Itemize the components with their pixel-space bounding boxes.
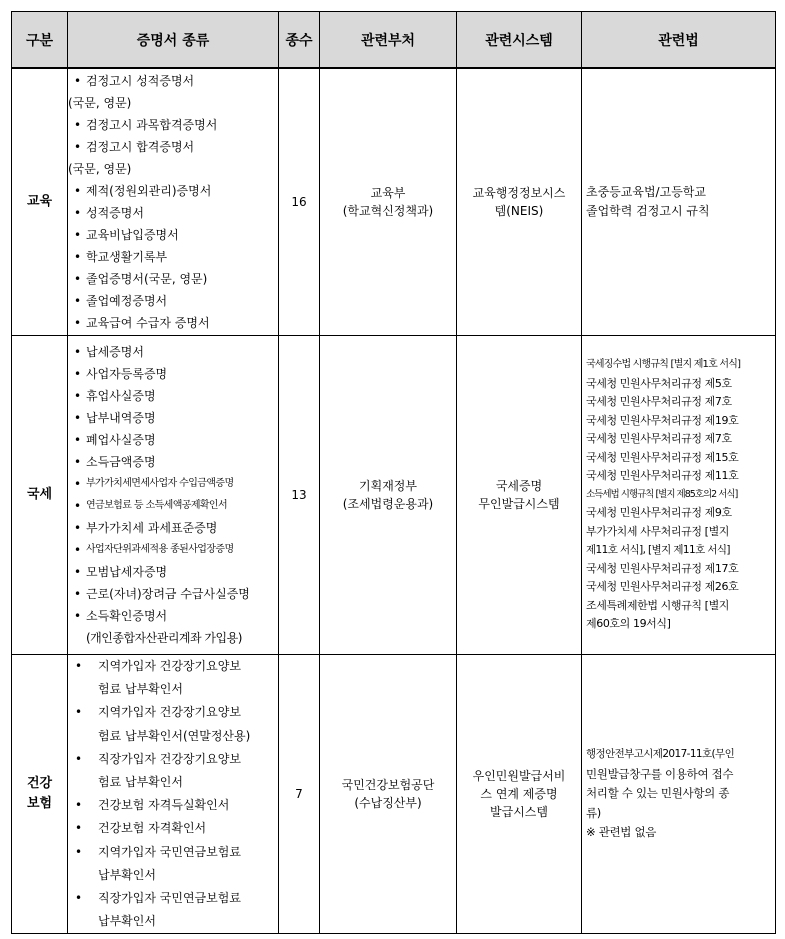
- bullet-icon: •: [74, 411, 82, 425]
- certificate-name: 직장가입자 건강장기요양보: [98, 751, 241, 766]
- bullet-icon: •: [74, 543, 81, 557]
- bullet-icon: •: [75, 798, 83, 813]
- certificate-name: 납부확인서: [98, 867, 156, 882]
- list-item: [68, 246, 278, 268]
- ministry-department: (수납징산부): [354, 796, 422, 811]
- category-line: 보험: [26, 796, 53, 812]
- ministry-department: (학교혁신정책과): [342, 204, 434, 218]
- certificate-name: 부가가치세 과세표준증명: [86, 521, 218, 535]
- category-cell: 교육: [12, 68, 68, 336]
- list-item: [68, 429, 278, 451]
- certificate-name: 험료 납부확인서(연말정산용): [98, 728, 251, 743]
- table-row-national-tax: [12, 336, 776, 655]
- law-line: 초중등교육법/고등학교: [586, 184, 706, 199]
- certificate-name: 교육비납입증명서: [86, 228, 179, 242]
- system-cell: [457, 655, 582, 934]
- law-line: 국세청 민원사무처리규정 제17호: [586, 561, 739, 575]
- bullet-icon: •: [74, 140, 82, 154]
- certificate-note: (개인종합자산관리계좌 가입용): [86, 631, 242, 645]
- certificate-table: [11, 11, 776, 934]
- list-item: [68, 817, 278, 840]
- list-item-continuation: [68, 725, 278, 748]
- bullet-icon: •: [74, 367, 82, 381]
- bullet-icon: •: [74, 433, 82, 447]
- certificate-list-cell: [68, 336, 279, 655]
- list-item: [68, 268, 278, 290]
- certificate-name: 졸업예정증명서: [86, 294, 168, 308]
- certificate-name: 지역가입자 국민연금보험료: [98, 844, 241, 859]
- list-item: [68, 655, 278, 678]
- header-row: [12, 12, 776, 69]
- list-item: [68, 561, 278, 583]
- ministry-cell: [320, 655, 457, 934]
- certificate-name: 근로(자녀)장려금 수급사실증명: [86, 587, 250, 601]
- list-item: [68, 794, 278, 817]
- law-line: 행정안전부고시제2017-11호(무인: [586, 748, 735, 761]
- law-line: 국세청 민원사무처리규정 제19호: [586, 413, 739, 427]
- system-line: 우인민원발급서비: [472, 769, 566, 784]
- law-line: 소득세법 시행규칙 [별지 제85호의2 서식]: [586, 488, 738, 500]
- law-line: 국세청 민원사무처리규정 제7호: [586, 432, 732, 446]
- certificate-note: (국문, 영문): [68, 162, 132, 176]
- list-item: [68, 407, 278, 429]
- certificate-name: 검정고시 성적증명서: [86, 74, 195, 88]
- certificate-name: 검정고시 과목합격증명서: [86, 118, 218, 132]
- certificate-name: 건강보험 자격확인서: [98, 821, 207, 836]
- bullet-icon: •: [74, 316, 82, 330]
- certificate-name: 연금보험료 등 소득세액공제확인서: [86, 500, 228, 511]
- category-line: 건강: [26, 776, 53, 792]
- bullet-icon: •: [74, 206, 82, 220]
- bullet-icon: •: [74, 477, 81, 491]
- system-line: 발급시스템: [490, 805, 548, 820]
- certificate-name: 납부확인서: [98, 914, 156, 929]
- list-item: [68, 202, 278, 224]
- law-line: 제11호 서식], [별지 제11호 서식]: [586, 544, 730, 557]
- ministry-name: 기획재정부: [359, 479, 417, 493]
- count-cell: 16: [279, 68, 320, 336]
- bullet-icon: •: [75, 659, 83, 673]
- list-item: [68, 887, 278, 910]
- list-item: [68, 451, 278, 473]
- certificate-list-cell: [68, 68, 279, 336]
- list-item: [68, 114, 278, 136]
- category-cell: [12, 655, 68, 934]
- ministry-department: (조세법령운용과): [342, 497, 434, 511]
- law-cell: [582, 68, 776, 336]
- bullet-icon: •: [75, 844, 83, 859]
- list-item: [68, 290, 278, 312]
- law-line: 조세특례제한법 시행규칙 [별지: [586, 598, 730, 612]
- certificate-list-cell: [68, 655, 279, 934]
- ministry-cell: [320, 68, 457, 336]
- header-category: 구분: [12, 12, 68, 69]
- law-line: 제60호의 19서식]: [586, 617, 671, 631]
- certificate-list: [68, 341, 278, 649]
- bullet-icon: •: [74, 250, 82, 264]
- certificate-name: 휴업사실증명: [86, 389, 156, 403]
- bullet-icon: •: [75, 751, 83, 766]
- list-item: [68, 539, 278, 561]
- list-item: [68, 495, 278, 517]
- list-item-continuation: [68, 771, 278, 794]
- list-item: [68, 136, 278, 158]
- header-certificate-type: 증명서 종류: [68, 12, 279, 69]
- certificate-name: 납세증명서: [86, 345, 144, 359]
- system-line: 국세증명: [495, 479, 543, 493]
- certificate-name: 부가가치세면세사업자 수입금액증명: [86, 478, 234, 489]
- bullet-icon: •: [74, 587, 82, 601]
- list-item: [68, 312, 278, 334]
- count-cell: 13: [279, 336, 320, 655]
- certificate-name: 직장가입자 국민연금보험료: [98, 891, 241, 906]
- list-item-continuation: [68, 627, 278, 649]
- list-item: [68, 748, 278, 771]
- law-line: 민원발급창구를 이용하여 접수: [586, 766, 734, 781]
- certificate-name: 교육급여 수급자 증명서: [86, 316, 210, 330]
- law-cell: [582, 655, 776, 934]
- list-item-continuation: [68, 910, 278, 933]
- certificate-list: [68, 655, 278, 933]
- law-line: 국세청 민원사무처리규정 제5호: [586, 376, 732, 390]
- header-system: 관련시스템: [457, 12, 582, 69]
- count-cell: 7: [279, 655, 320, 934]
- bullet-icon: •: [74, 184, 82, 198]
- certificate-name: 학교생활기록부: [86, 250, 168, 264]
- certificate-name: 건강보험 자격득실확인서: [98, 798, 230, 813]
- certificate-name: 사업자등록증명: [86, 367, 168, 381]
- list-item: [68, 70, 278, 92]
- bullet-icon: •: [74, 74, 82, 88]
- system-line: 스 연계 제증명: [480, 787, 558, 802]
- law-line: ※ 관련법 없음: [586, 825, 657, 840]
- bullet-icon: •: [74, 609, 82, 623]
- list-item: [68, 605, 278, 627]
- certificate-name: 제적(정원외관리)증명서: [86, 184, 212, 198]
- ministry-name: 교육부: [370, 186, 406, 200]
- system-line: 템(NEIS): [494, 204, 544, 218]
- certificate-note: (국문, 영문): [68, 96, 132, 110]
- certificate-name: 지역가입자 건강장기요양보: [98, 705, 241, 720]
- certificate-name: 성적증명서: [86, 206, 144, 220]
- bullet-icon: •: [74, 345, 82, 359]
- law-line: 국세청 민원사무처리규정 제26호: [586, 580, 739, 594]
- law-line: 류): [586, 805, 601, 820]
- header-ministry: 관련부처: [320, 12, 457, 69]
- header-law: 관련법: [582, 12, 776, 69]
- system-line: 교육행정정보시스: [472, 186, 566, 200]
- table-row-education: [12, 68, 776, 336]
- law-cell: [582, 336, 776, 655]
- bullet-icon: •: [74, 455, 82, 469]
- list-item: [68, 341, 278, 363]
- system-line: 무인발급시스템: [478, 497, 560, 511]
- certificate-name: 졸업증명서(국문, 영문): [86, 272, 208, 286]
- system-cell: [457, 336, 582, 655]
- law-line: 국세청 민원사무처리규정 제7호: [586, 395, 732, 409]
- certificate-name: 소득확인증명서: [86, 609, 168, 623]
- list-item: [68, 224, 278, 246]
- list-item: [68, 363, 278, 385]
- bullet-icon: •: [74, 272, 82, 286]
- header-count: 종수: [279, 12, 320, 69]
- bullet-icon: •: [74, 521, 82, 535]
- category-cell: 국세: [12, 336, 68, 655]
- certificate-name: 납부내역증명: [86, 411, 156, 425]
- law-line: 졸업학력 검정고시 규칙: [586, 204, 710, 218]
- list-item: [68, 701, 278, 724]
- bullet-icon: •: [75, 891, 83, 906]
- ministry-name: 국민건강보험공단: [341, 778, 435, 793]
- system-cell: [457, 68, 582, 336]
- list-item: [68, 583, 278, 605]
- certificate-name: 검정고시 합격증명서: [86, 140, 195, 154]
- certificate-name: 사업자단위과세적용 종된사업장증명: [86, 544, 234, 555]
- list-item: [68, 517, 278, 539]
- list-item-continuation: [68, 678, 278, 701]
- list-item-continuation: [68, 158, 278, 180]
- certificate-name: 모범납세자증명: [86, 565, 168, 579]
- bullet-icon: •: [74, 565, 82, 579]
- bullet-icon: •: [74, 118, 82, 132]
- certificate-name: 지역가입자 건강장기요양보: [98, 659, 241, 673]
- list-item: [68, 473, 278, 495]
- bullet-icon: •: [75, 821, 83, 836]
- law-line: 국세청 민원사무처리규정 제11호: [586, 469, 739, 483]
- ministry-cell: [320, 336, 457, 655]
- bullet-icon: •: [74, 389, 82, 403]
- law-line: 국세청 민원사무처리규정 제15호: [586, 450, 739, 464]
- bullet-icon: •: [74, 228, 82, 242]
- bullet-icon: •: [75, 705, 83, 720]
- law-line: 부가가치세 사무처리규정 [별지: [586, 524, 730, 538]
- list-item-continuation: [68, 864, 278, 887]
- certificate-list: [68, 70, 278, 334]
- table-row-health-insurance: [12, 655, 776, 934]
- bullet-icon: •: [74, 499, 81, 513]
- certificate-name: 폐업사실증명: [86, 433, 156, 447]
- list-item-continuation: [68, 92, 278, 114]
- list-item: [68, 385, 278, 407]
- list-item: [68, 841, 278, 864]
- certificate-name: 소득금액증명: [86, 455, 156, 469]
- list-item: [68, 180, 278, 202]
- law-line: 국세청 민원사무처리규정 제9호: [586, 506, 732, 520]
- law-line: 국세징수법 시행규칙 [별지 제1호 서식]: [586, 359, 741, 371]
- certificate-name: 험료 납부확인서: [98, 682, 183, 697]
- certificate-name: 험료 납부확인서: [98, 775, 183, 790]
- bullet-icon: •: [74, 294, 82, 308]
- law-line: 처리할 수 있는 민원사항의 종: [586, 786, 730, 801]
